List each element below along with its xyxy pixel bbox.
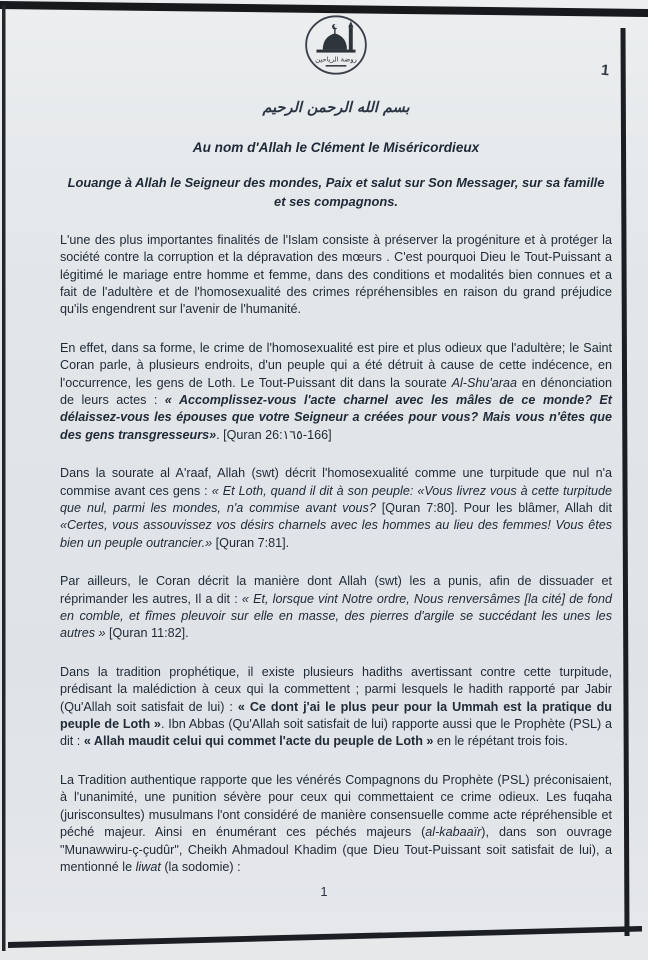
corner-page-mark: 1	[600, 61, 611, 80]
document-body	[60, 232, 612, 877]
text-run: Par ailleurs, le Coran décrit la manière dont Allah (swt) les a punis, afin de dissuader et réprimander les autres, Il a dit :	[60, 574, 612, 606]
text-run: [Quran 7:80]. Pour les blâmer, Allah dit	[381, 501, 612, 515]
text-run: . Ibn Abbas (Qu'Allah soit satisfait de lui) rapporte aussi que le Prophète (PSL) a dit :	[60, 717, 612, 749]
text-run: ), dans son ouvrage "Munawwiru-ç-çudûr", Cheikh Ahmadoul Khadim (que Dieu Tout-Puissant soit satisfait de lui), a mentionné le	[60, 825, 612, 874]
paragraph	[60, 664, 612, 751]
text-run: al-kabaaïr	[425, 825, 482, 840]
text-run: [Quran 7:81].	[215, 535, 290, 550]
document-content	[60, 10, 612, 897]
text-run: en dénonciation de leurs actes :	[60, 375, 612, 407]
text-run: Dans la sourate al A'raaf, Allah (swt) décrit l'homosexualité comme une turpitude que nul n'a commise avant ces gens :	[60, 466, 612, 498]
text-run: La Tradition authentique rapporte que les vénérés Compagnons du Prophète (PSL) préconisaient, à l'unanimité, une punition sévère pour ceux qui commettaient ce crime odieux. Les fuqaha (jurisconsultes) musulmans l'ont considéré de manière consensuelle comme acte répréhensible et péché majeur. Ainsi en énumérant ces péchés majeurs (	[60, 772, 612, 840]
paragraph	[60, 340, 612, 444]
text-run: . [Quran 26:١٦٥-166]	[216, 427, 332, 442]
text-run: « Et Loth, quand il dit à son peuple: «Vous livrez vous à cette turpitude que nul, parmi les mondes, n'a commise avant vous?	[60, 483, 612, 515]
text-run: L'une des plus importantes finalités de l'Islam consiste à préserver la progéniture et à protéger la société contre la corruption et la dépravation des mœurs . C'est pourquoi Dieu le Tout-Puissant a légitimé le mariage entre homme et femme, dans des conditions et modalités bien connues et a fait de l'adultère et de l'homosexualité des crimes répréhensibles en raison du grand préjudice qu'ils engendrent sur l'avenir de l'humanité.	[60, 232, 612, 317]
seal-arabic-text: روضة الرياحين	[315, 55, 357, 64]
text-run: Dans la tradition prophétique, il existe plusieurs hadiths avertissant contre cette turpitude, prédisant la malédiction à ceux qui la commettent ; parmi lesquels le hadith rapporté par Jabir (Qu'Allah soit satisfait de lui) :	[60, 664, 612, 714]
document-title: Au nom d'Allah le Clément le Miséricordieux	[192, 140, 480, 155]
text-run: « Et, lorsque vint Notre ordre, Nous renversâmes [la cité] de fond en comble, et fîmes pleuvoir sur elle en masse, des pierres d'argile se succédant les unes les autres »	[60, 591, 613, 641]
salutation-line: Louange à Allah le Seigneur des mondes, Paix et salut sur Son Messager, sur sa famille et ses compagnons.	[67, 175, 605, 210]
text-run: « Ce dont j'ai le plus peur pour la Ummah est la pratique du peuple de Loth »	[60, 699, 612, 732]
mosque-seal-icon	[297, 14, 375, 76]
page-number: 1	[320, 884, 328, 899]
text-run: en le répétant trois fois.	[433, 734, 568, 749]
paragraph	[60, 772, 612, 876]
paragraph	[60, 465, 612, 552]
text-run: « Accomplissez-vous l'acte charnel avec les mâles de ce monde? Et délaissez-vous les épouses que votre Seigneur a créées pour vous? Mais vous n'êtes que des gens transgresseurs»	[60, 392, 613, 442]
text-run: En effet, dans sa forme, le crime de l'homosexualité est pire et plus odieux que l'adultère; le Saint Coran parle, à plusieurs endroits, d'un peuple qui a été détruit à cause de cette indécence, en l'occurrence, les gens de Loth. Le Tout-Puissant dit dans la sourate	[60, 340, 612, 390]
text-run: Al-Shu'araa	[451, 375, 517, 390]
paragraph	[60, 232, 612, 319]
bismillah-calligraphy: بسم الله الرحمن الرحيم	[262, 100, 410, 116]
text-run: (la sodomie) :	[160, 859, 241, 874]
text-run: « Allah maudit celui qui commet l'acte du peuple de Loth »	[83, 734, 434, 749]
text-run: [Quran 11:82].	[109, 626, 189, 641]
paragraph	[60, 573, 612, 643]
text-run: «Certes, vous assouvissez vos désirs charnels avec les hommes au lieu des femmes! Vous êtes bien un peuple outrancier.»	[60, 518, 612, 550]
text-run: liwat	[135, 859, 161, 874]
document-header	[60, 14, 612, 212]
